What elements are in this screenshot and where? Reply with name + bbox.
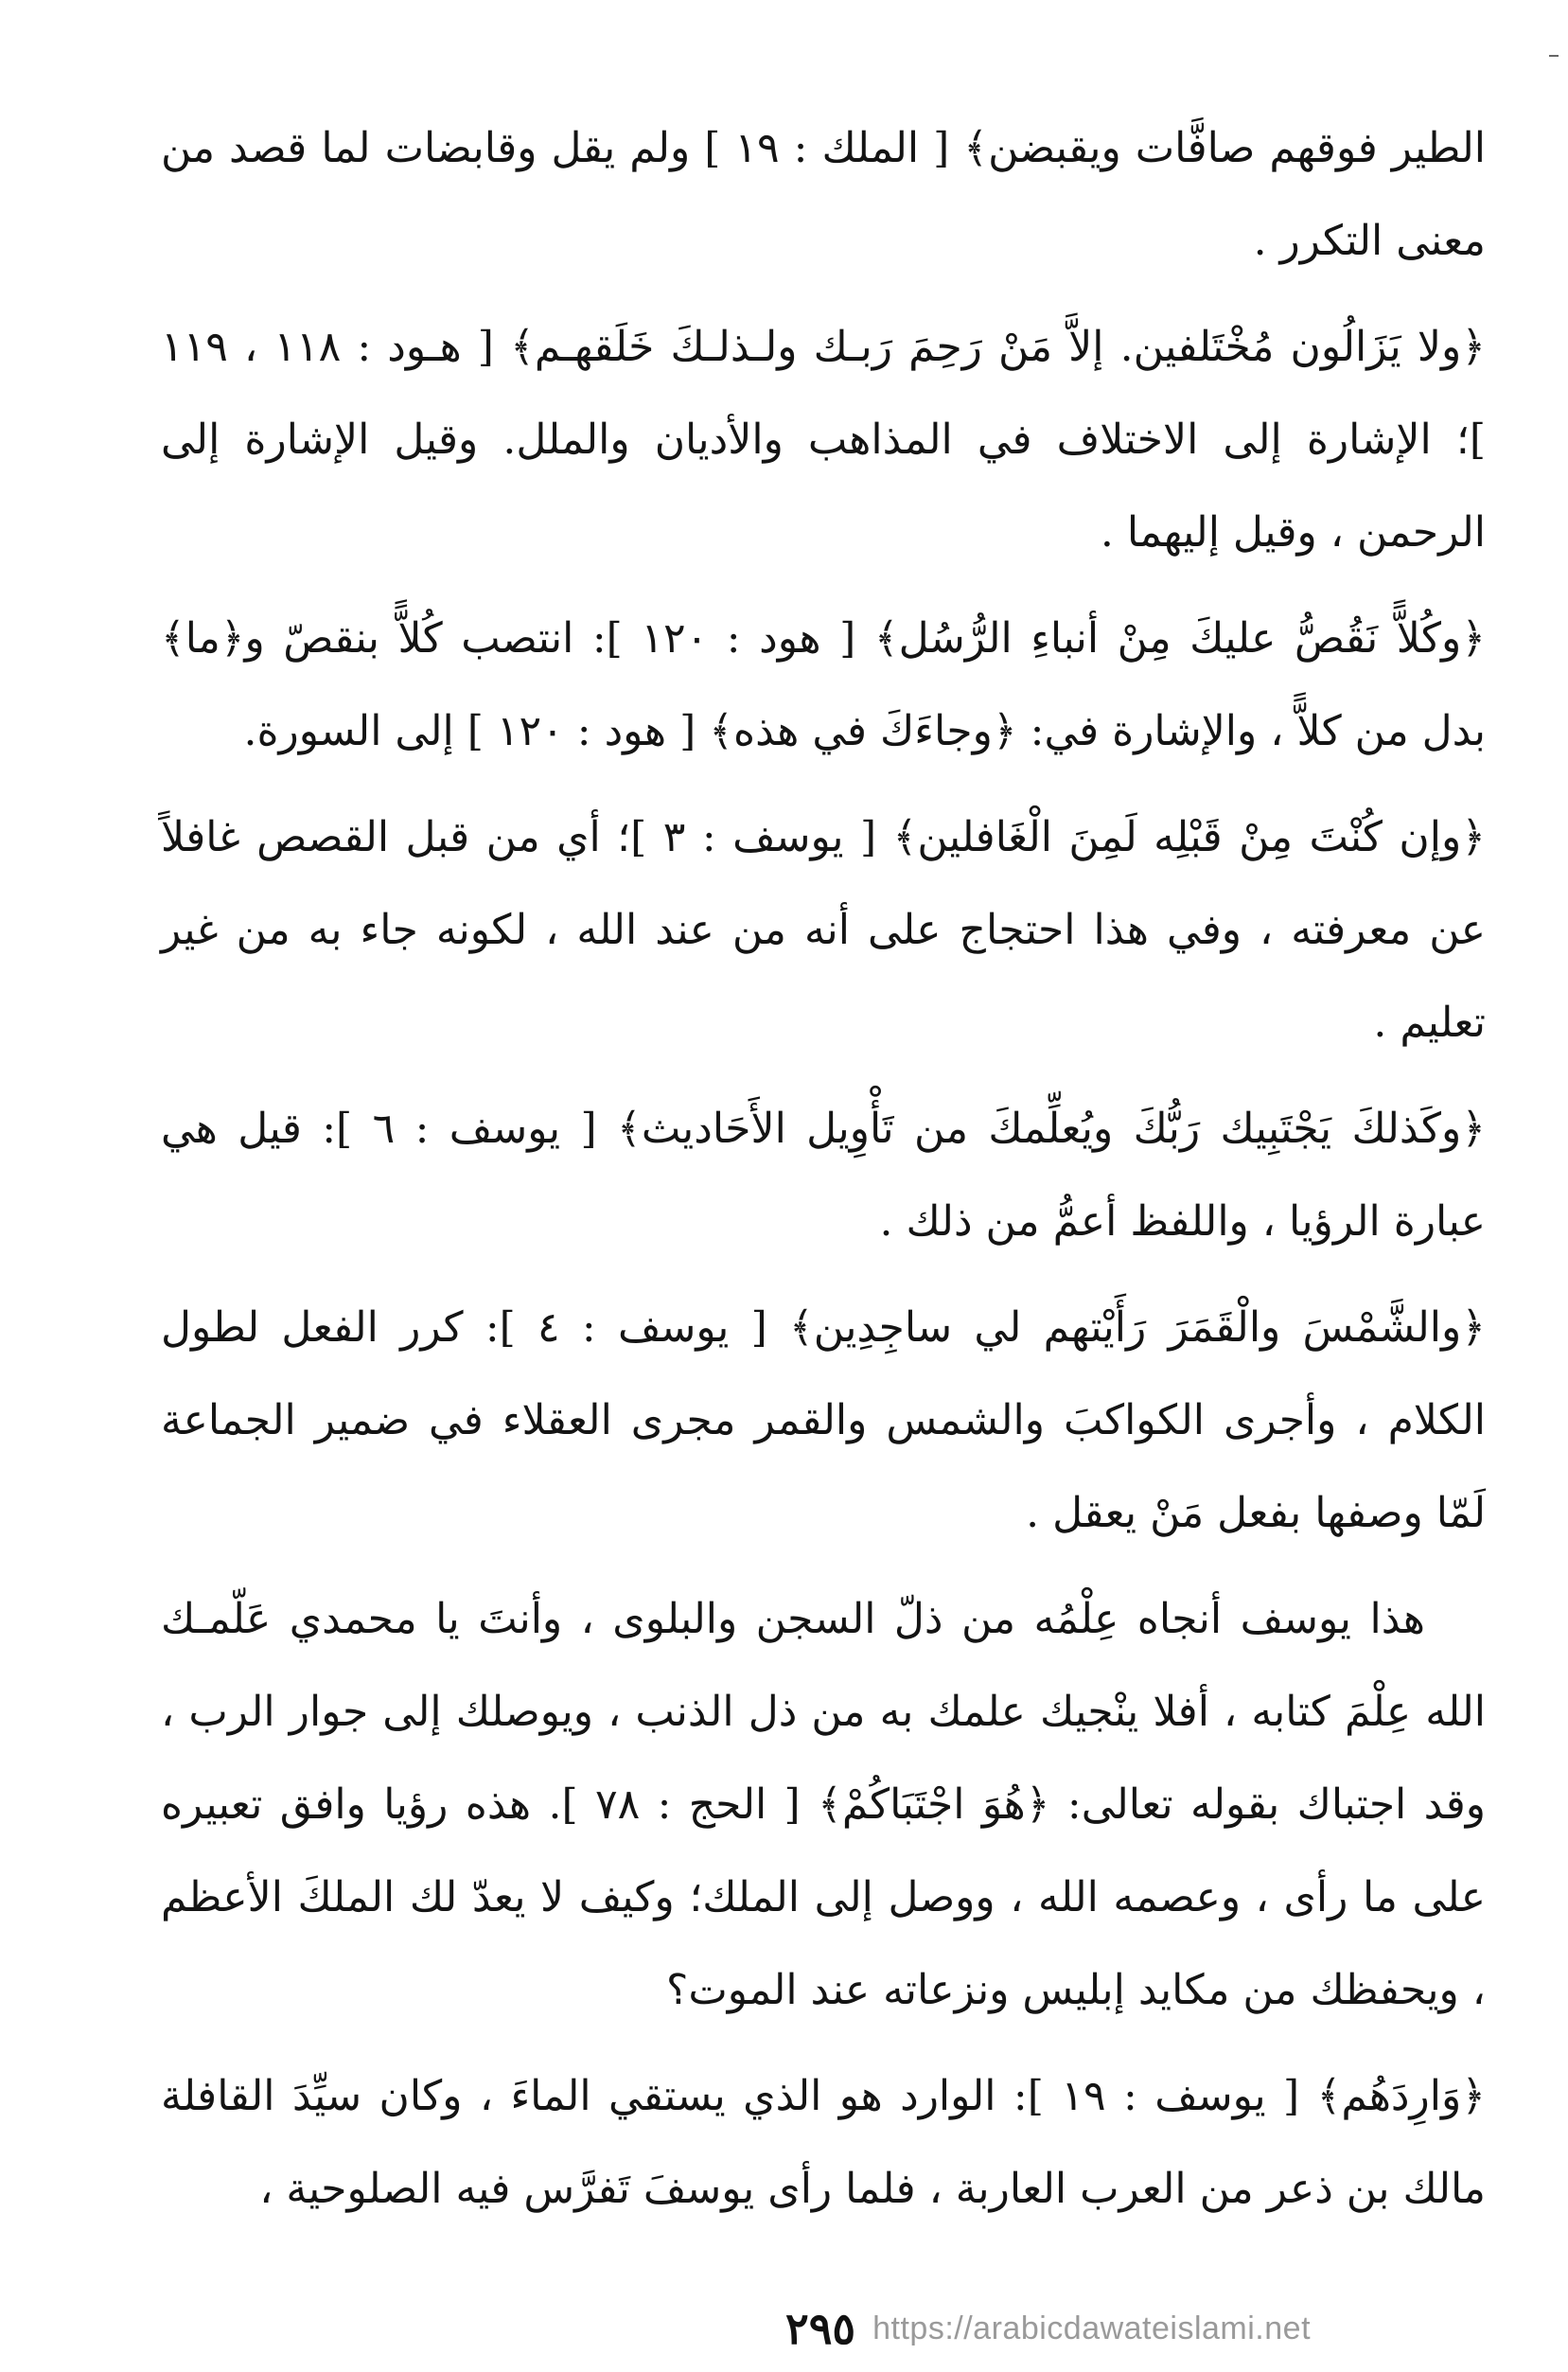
page-footer <box>785 2295 1448 2362</box>
paragraph-1: الطير فوقهم صافَّات ويقبضن﴾ [ الملك : ١٩ ] ولم يقل وقابضات لما قصد من معنى التكرر . <box>161 124 1486 265</box>
watermark-url: https://arabicdawateislami.net <box>872 2310 1312 2346</box>
paragraph-7: هذا يوسف أنجاه عِلْمُه من ذلّ السجن والبلوى ، وأنتَ يا محمدي عَلّمـك الله عِلْمَ كتابه ، أفلا ينْجيك علمك به من ذل الذنب ، ويوصلك إلى جوار الرب ، وقد اجتباك بقوله تعالى: ﴿هُوَ اجْتَبَاكُمْ﴾ [ الحج : ٧٨ ]. هذه رؤيا وافق تعبيره على ما رأى ، وعصمه الله ، ووصل إلى الملك؛ وكيف لا يعدّ لك الملكَ الأعظم ، ويحفظك من مكايد إبليس ونزعاته عند الموت؟ <box>161 1595 1486 2014</box>
paragraph-4: ﴿وإن كُنْتَ مِنْ قَبْلِه لَمِنَ الْغَافلين﴾ [ يوسف : ٣ ]؛ أي من قبل القصص غافلاً عن معرفته ، وفي هذا احتجاج على أنه من عند الله ، لكونه جاء به من غير تعليم . <box>161 813 1486 1047</box>
paragraph-6: ﴿والشَّمْسَ والْقَمَرَ رَأَيْتهم لي ساجِدِين﴾ [ يوسف : ٤ ]: كرر الفعل لطول الكلام ، وأجرى الكواكبَ والشمس والقمر مجرى العقلاء في ضمير الجماعة لَمّا وصفها بفعل مَنْ يعقل . <box>161 1303 1486 1537</box>
paragraph-5: ﴿وكَذلكَ يَجْتَبِيك رَبُّكَ ويُعلِّمكَ من تَأْوِيل الأَحَاديث﴾ [ يوسف : ٦ ]: قيل هي عبارة الرؤيا ، واللفظ أعمُّ من ذلك . <box>161 1105 1487 1246</box>
paragraph-8: ﴿وَارِدَهُم﴾ [ يوسف : ١٩ ]: الوارد هو الذي يستقي الماءَ ، وكان سيِّدَ القافلة مالك بن ذعر من العرب العاربة ، فلما رأى يوسفَ تَفرَّس فيه الصلوحية ، <box>161 2072 1486 2213</box>
scan-edge-mark <box>1549 55 1559 57</box>
page-body <box>161 102 1486 2249</box>
page-number: ٢٩٥ <box>785 2303 856 2354</box>
paragraph-3: ﴿وكُلاًّ نَقُصُّ عليكَ مِنْ أنباءِ الرُّسُل﴾ [ هود : ١٢٠ ]: انتصب كُلاًّ بنقصّ و﴿ما﴾ بدل من كلاًّ ، والإشارة في: ﴿وجاءَكَ في هذه﴾ [ هود : ١٢٠ ] إلى السورة. <box>161 614 1486 755</box>
paragraph-2: ﴿ولا يَزَالُون مُخْتَلفين. إلاَّ مَنْ رَحِمَ رَبـك ولـذلـكَ خَلَقهـم﴾ [ هـود : ١١٨ ، ١١٩ ]؛ الإشارة إلى الاختلاف في المذاهب والأديان والملل. وقيل الإشارة إلى الرحمن ، وقيل إليهما . <box>161 323 1486 557</box>
